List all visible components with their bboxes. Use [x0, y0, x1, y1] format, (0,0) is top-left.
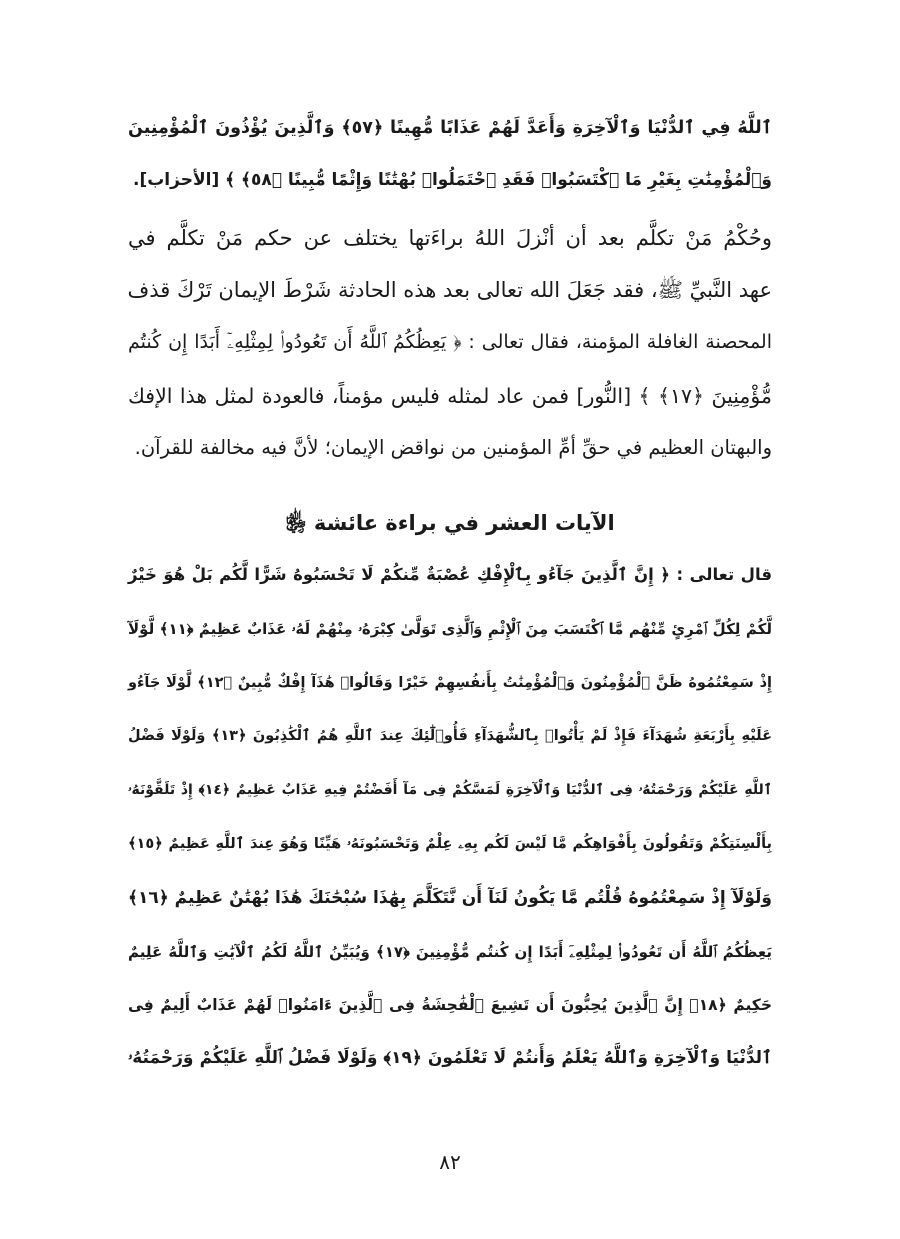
page-number: ٨٢ [439, 1150, 461, 1174]
paragraph-line: عهد النَّبيِّ ﷺ، فقد جَعَلَ الله تعالى بعد هذه الحادثة شَرْطَ الإيمان تَرْكَ قذف [127, 278, 772, 302]
paragraph-line: والبهتان العظيم في حقِّ أمِّ المؤمنين من نواقض الإيمان؛ لأنَّ فيه مخالفة للقرآن. [134, 436, 772, 459]
paragraph-line: وحُكْمُ مَنْ تكلَّم بعد أن أنْزلَ اللهُ براءَتها يختلف عن حكم مَنْ تكلَّم في [128, 226, 772, 250]
quran-line: ٱللَّهِ عَلَيْكُمْ وَرَحْمَتُهُۥ فِى ٱلدُّنْيَا وَٱلْآخِرَةِ لَمَسَّكُمْ فِى مَآ أَفَضْتُمْ فِيهِ عَذَابٌ عَظِيمٌ ﴿١٤﴾ إِذْ تَلَقَّوْنَهُۥ [128, 782, 772, 798]
quran-line: عَلَيْهِ بِأَرْبَعَةِ شُهَدَآءَ فَإِذْ لَمْ يَأْتُوا۟ بِٱلشُّهَدَآءِ فَأُو۟لَٰٓئِكَ عِندَ ٱللَّهِ هُمُ ٱلْكَٰذِبُونَ ﴿١٣﴾ وَلَوْلَا فَضْلُ [128, 728, 772, 744]
quran-line: حَكِيمٌ ﴿١٨﴾ إِنَّ ٱلَّذِينَ يُحِبُّونَ أَن تَشِيعَ ٱلْفَٰحِشَةُ فِى ٱلَّذِينَ ءَامَنُوا۟ لَهُمْ عَذَابٌ أَلِيمٌ فِى [128, 996, 772, 1014]
quran-line: وَلَوْلَآ إِذْ سَمِعْتُمُوهُ قُلْتُم مَّا يَكُونُ لَنَآ أَن نَّتَكَلَّمَ بِهَٰذَا سُبْحَٰنَكَ هَٰذَا بُهْتَٰنٌ عَظِيمٌ ﴿١٦﴾ [128, 888, 772, 908]
paragraph-line: المحصنة الغافلة المؤمنة، فقال تعالى : ﴿ يَعِظُكُمُ ٱللَّهُ أَن تَعُودُوا۟ لِمِثْلِهِۦٓ أَبَدًا إِن كُنتُم [128, 331, 772, 353]
quran-line: وَٱلْمُؤْمِنَٰتِ بِغَيْرِ مَا ٱكْتَسَبُوا۟ فَقَدِ ٱحْتَمَلُوا۟ بُهْتَٰنًا وَإِثْمًا مُّبِينًا ﴿٥٨﴾ ﴾ [الأحزاب]. [133, 170, 772, 190]
paragraph-line: مُّؤْمِنِينَ ﴿١٧﴾ ﴾ [النُّور] فمن عاد لمثله فليس مؤمناً، فالعودة لمثل هذا الإفك [128, 384, 772, 408]
quran-line: ٱللَّهُ فِي ٱلدُّنْيَا وَٱلْآخِرَةِ وَأَعَدَّ لَهُمْ عَذَابًا مُّهِينًا ﴿٥٧﴾ وَٱلَّذِينَ يُؤْذُونَ ٱلْمُؤْمِنِينَ [128, 118, 772, 138]
section-heading: الآيات العشر في براءة عائشة ﵂ [285, 511, 615, 535]
quran-line: بِأَلْسِنَتِكُمْ وَتَقُولُونَ بِأَفْوَاهِكُم مَّا لَيْسَ لَكُم بِهِۦ عِلْمٌ وَتَحْسَبُونَهُۥ هَيِّنًا وَهُوَ عِندَ ٱللَّهِ عَظِيمٌ ﴿١٥﴾ [128, 836, 772, 852]
quran-line: يَعِظُكُمُ ٱللَّهُ أَن تَعُودُوا۟ لِمِثْلِهِۦٓ أَبَدًا إِن كُنتُم مُّؤْمِنِينَ ﴿١٧﴾ وَيُبَيِّنُ ٱللَّهُ لَكُمُ ٱلْآيَٰتِ وَٱللَّهُ عَلِيمٌ [128, 943, 772, 961]
quran-line: إِذْ سَمِعْتُمُوهُ ظَنَّ ٱلْمُؤْمِنُونَ وَٱلْمُؤْمِنَٰتُ بِأَنفُسِهِمْ خَيْرًا وَقَالُوا۟ هَٰذَآ إِفْكٌ مُّبِينٌ ﴿١٢﴾ لَّوْلَا جَآءُو [128, 675, 773, 691]
quran-line: قال تعالى : ﴿ إِنَّ ٱلَّذِينَ جَآءُو بِٱلْإِفْكِ عُصْبَةٌ مِّنكُمْ لَا تَحْسَبُوهُ شَرًّا لَّكُم بَلْ هُوَ خَيْرٌ [128, 565, 772, 584]
quran-line: لَّكُمْ لِكُلِّ ٱمْرِئٍ مِّنْهُم مَّا ٱكْتَسَبَ مِنَ ٱلْإِثْمِ وَٱلَّذِى تَوَلَّىٰ كِبْرَهُۥ مِنْهُمْ لَهُۥ عَذَابٌ عَظِيمٌ ﴿١١﴾ لَّوْلَآ [128, 620, 772, 638]
quran-line: ٱلدُّنْيَا وَٱلْآخِرَةِ وَٱللَّهُ يَعْلَمُ وَأَنتُمْ لَا تَعْلَمُونَ ﴿١٩﴾ وَلَوْلَا فَضْلُ ٱللَّهِ عَلَيْكُمْ وَرَحْمَتُهُۥ [128, 1048, 772, 1068]
